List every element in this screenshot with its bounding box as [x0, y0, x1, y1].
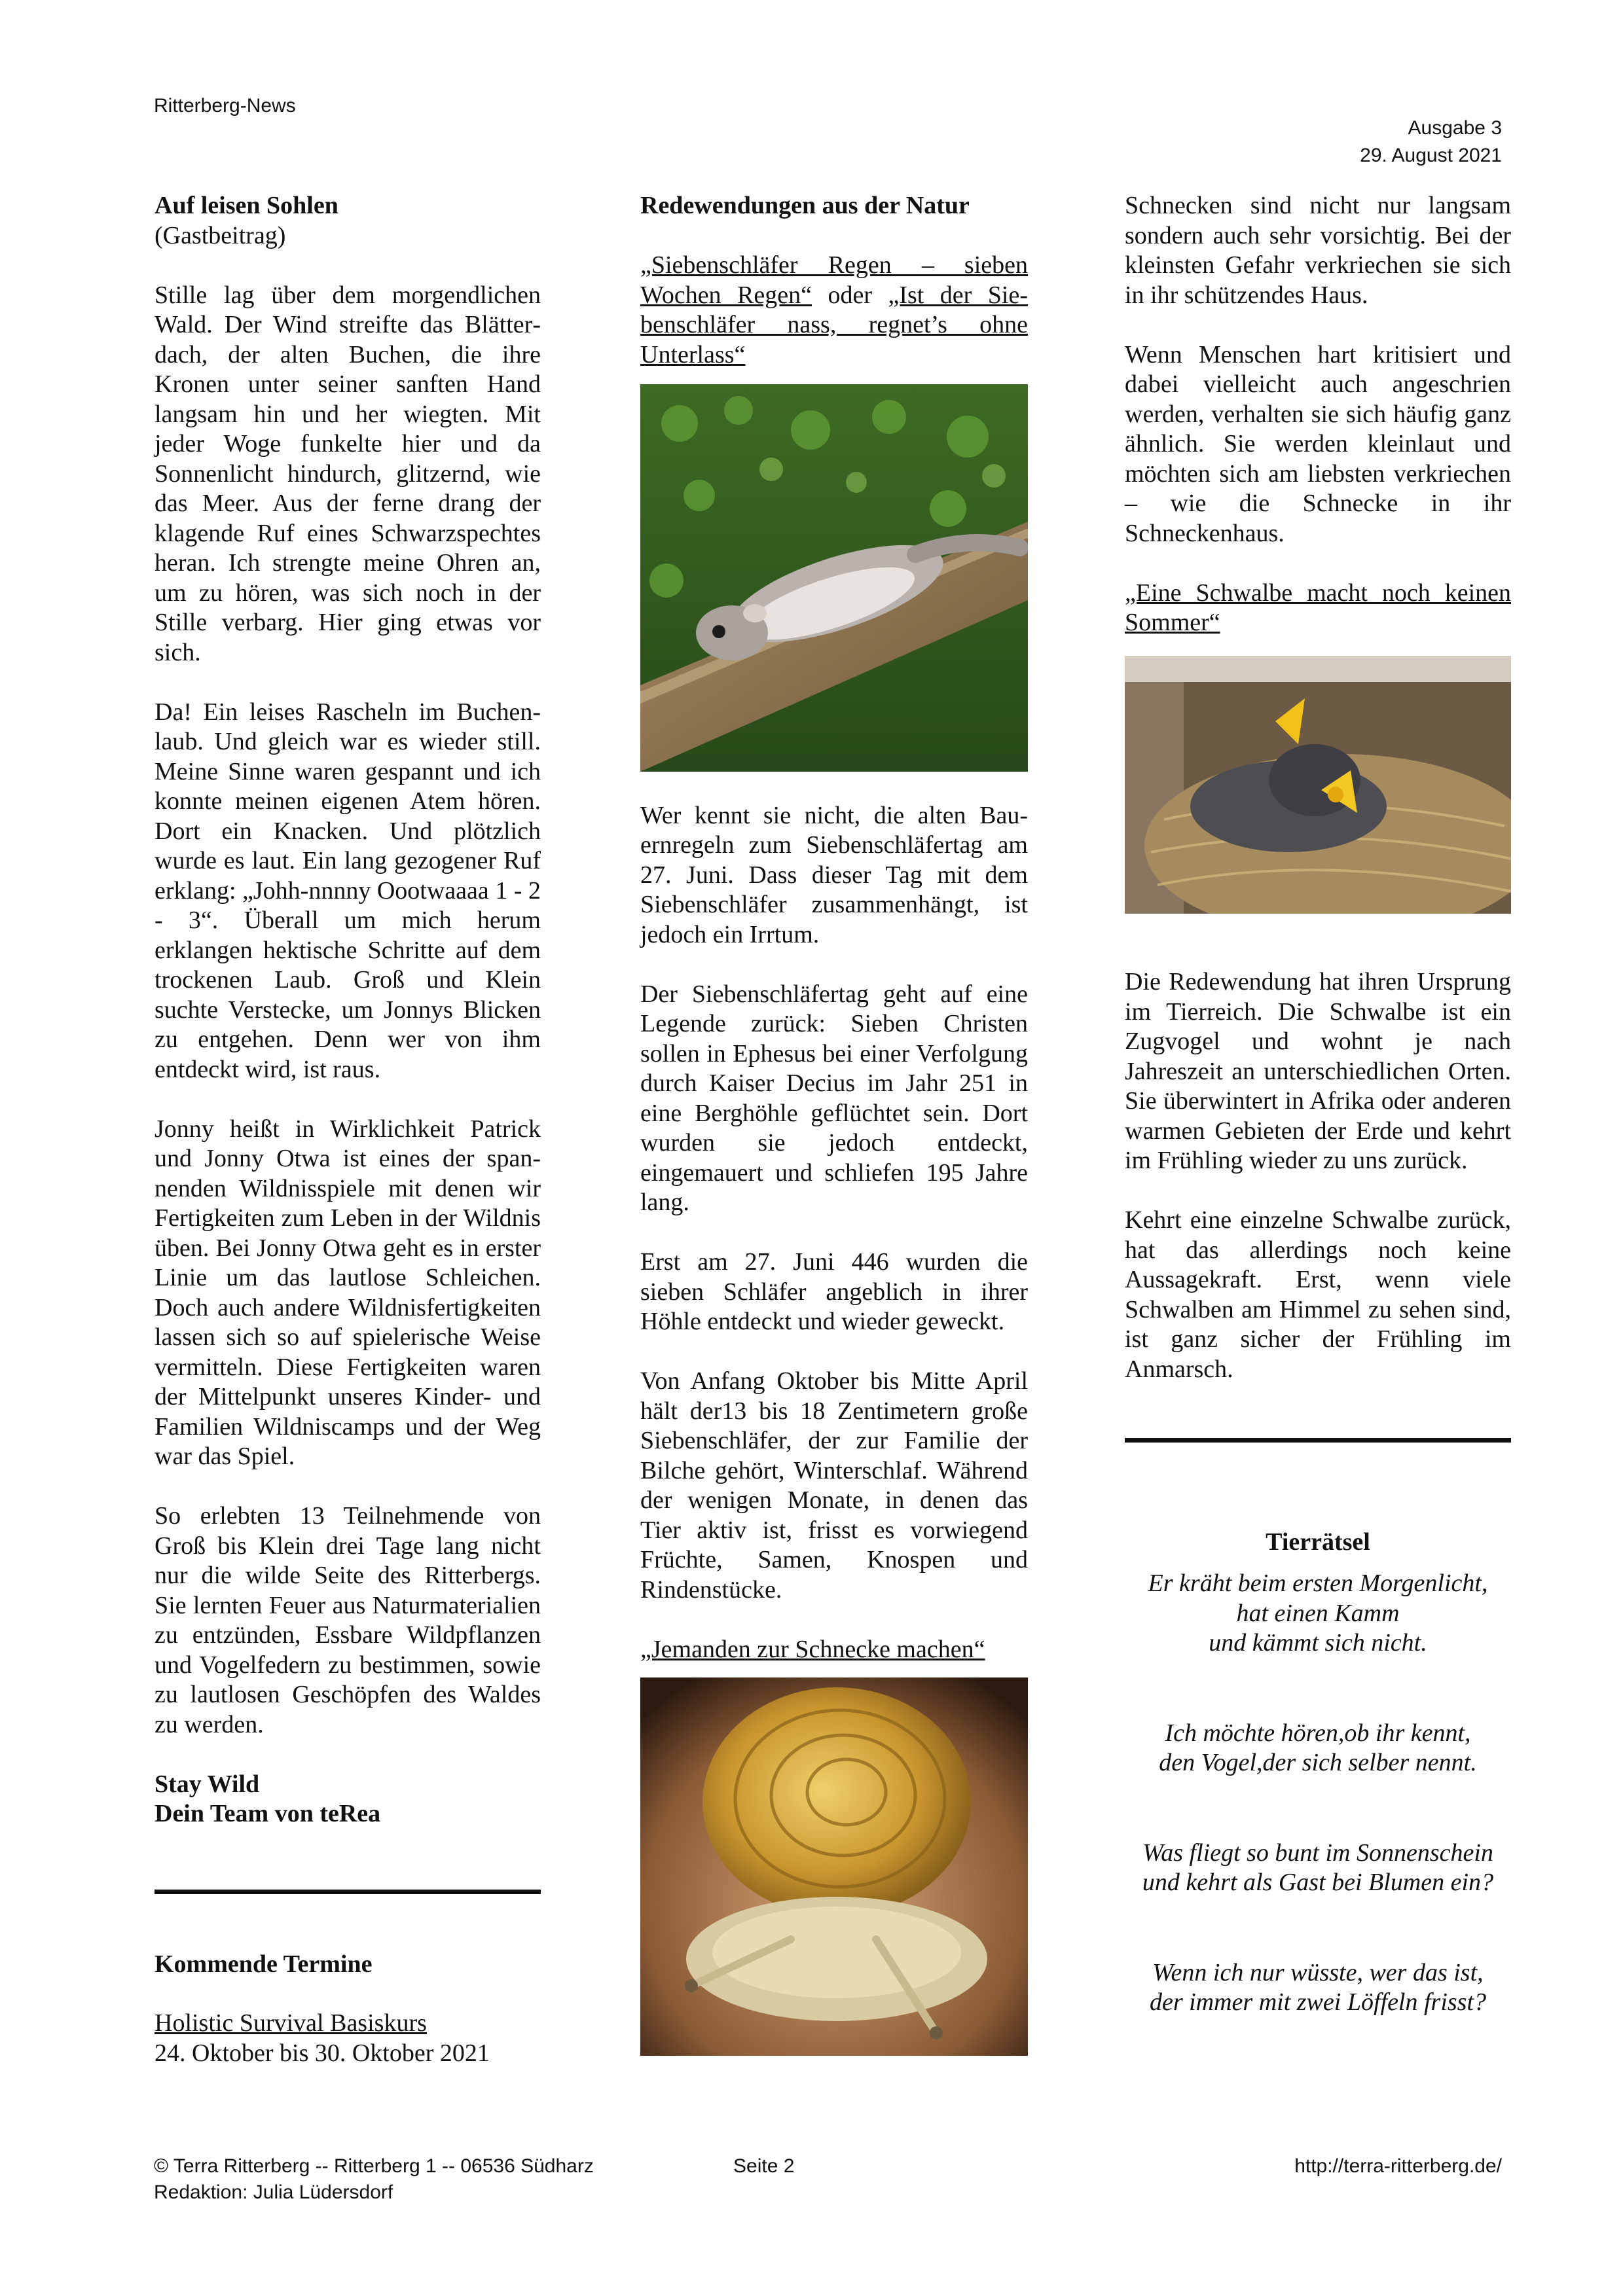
section-title: Redewendungen aus der Natur: [640, 192, 970, 219]
section-divider: [1125, 1438, 1511, 1443]
event-name-link[interactable]: Holistic Survival Basiskurs: [155, 2009, 427, 2037]
article-subtitle: (Gastbeitrag): [155, 221, 286, 249]
riddle-1: [1125, 1569, 1511, 1659]
saying-schwalbe: [1125, 579, 1511, 638]
saying-schnecke-text: „Jemanden zur Schnecke machen“: [640, 1635, 985, 1663]
saying-siebenschlaefer: [640, 251, 1028, 370]
article-paragraph: Die Redewendung hat ihren Ursprung im Tierreich. Die Schwalbe ist ein Zugvogel und wohnt je nach Jahreszeit an unterschiedlichen Orten. Sie überwintert in Afrika oder anderen warmen Gebieten der Erde und kehrt im Frühling wieder zu uns zurück.: [1125, 968, 1511, 1174]
issue-number: Ausgabe 3: [1408, 117, 1502, 139]
riddle-line: und kehrt als Gast bei Blumen ein?: [1142, 1869, 1494, 1896]
column-right: [1125, 191, 1511, 2018]
article-paragraph: Stille lag über dem morgendlichen Wald. Der Wind streifte das Blätterdach, der alten Buchen, die ihre Kronen unter seiner sanften Hand langsam hin und her wiegten. Mit jeder Woge funkelte hier und da Sonnenlicht hindurch, glitzernd, wie das Meer. Aus der ferne drang der klagende Ruf eines Schwarzspechtes heran. Ich strengte meine Ohren an, um zu hören, was sich noch in der Stille verbarg. Hier ging etwas vor sich.: [155, 281, 541, 666]
saying-schnecke: [640, 1635, 1028, 1665]
article-paragraph: Der Siebenschläfertag geht auf eine Legende zurück: Sieben Christen sollen in Ephesus bei einer Verfolgung durch Kaiser Decius im Jahr 251 in eine Berghöhle geflüchtet sein. Dort wurden sie jedoch entdeckt, eingemauert und schliefen 195 Jahre lang.: [640, 980, 1028, 1216]
footer-editor: Redaktion: Julia Lüdersdorf: [154, 2181, 393, 2203]
signoff-line: Stay Wild: [155, 1770, 260, 1798]
footer-imprint: [154, 2153, 594, 2206]
snail-photo: [640, 1677, 1028, 2056]
saying-connector: oder: [811, 281, 888, 309]
article-paragraph: Wenn Menschen hart kritisiert und dabei vielleicht auch angeschrien werden, verhalten sie sich häufig ganz ähnlich. Sie werden kleinlaut und möchten sich am liebsten verkriechen – wie die Schnecke in ihr Schneckenhaus.: [1125, 340, 1511, 547]
footer-url-link[interactable]: http://terra-ritterberg.de/: [1294, 2155, 1502, 2177]
riddle-line: Was fliegt so bunt im Sonnenschein: [1142, 1839, 1493, 1867]
footer-address: © Terra Ritterberg -- Ritterberg 1 -- 06536 Südharz: [154, 2155, 594, 2177]
riddle-line: hat einen Kamm: [1236, 1599, 1400, 1627]
article-paragraph: Erst am 27. Juni 446 wurden die sieben Schläfer angeblich in ihrer Höhle entdeckt und wieder geweckt.: [640, 1248, 1028, 1335]
page-number: Seite 2: [733, 2155, 795, 2177]
saying-part-a: „Siebenschläfer Regen – sieben Wochen Regen“: [640, 251, 1028, 309]
riddle-line: Wenn ich nur wüsste, wer das ist,: [1152, 1958, 1484, 1986]
riddle-2: [1125, 1719, 1511, 1778]
dormouse-photo: [640, 384, 1028, 772]
signoff-team: Dein Team von teRea: [155, 1800, 381, 1827]
article-paragraph: Da! Ein leises Rascheln im Buchenlaub. Und gleich war es wieder still. Meine Sinne waren gespannt und ich konnte meinen eigenen Atem hören. Dort ein Knacken. Und plötzlich wurde es laut. Ein lang gezogener Ruf erklang: „Johh-nnnny Oootwaaaa 1 - 2 - 3“. Überall um mich herum erklangen hektische Schritte auf dem trockenen Laub. Groß und Klein suchte Verstecke, um Jonnys Blicken zu entgehen. Denn wer von ihm entdeckt wird, ist raus.: [155, 698, 541, 1083]
article-paragraph: Schnecken sind nicht nur langsam sondern auch sehr vorsichtig. Bei der kleinsten Gefahr verkriechen sie sich in ihr schützendes Haus.: [1125, 192, 1511, 309]
riddle-line: und kämmt sich nicht.: [1209, 1629, 1427, 1657]
article-title: Auf leisen Sohlen: [155, 192, 338, 219]
riddle-line: den Vogel,der sich selber nennt.: [1159, 1749, 1477, 1776]
riddle-line: Er kräht beim ersten Morgenlicht,: [1148, 1570, 1488, 1597]
newsletter-name: Ritterberg-News: [154, 95, 296, 117]
issue-date: 29. August 2021: [1360, 145, 1502, 166]
riddle-line: der immer mit zwei Löffeln frisst?: [1149, 1988, 1487, 2016]
article-paragraph: Jonny heißt in Wirklichkeit Patrick und Jonny Otwa ist eines der spannenden Wildnisspiele mit denen wir Fertigkeiten zum Leben in der Wildnis üben. Bei Jonny Otwa geht es in erster Linie um das lautlose Schleichen. Doch auch andere Wildnisfertigkeiten lassen sich so auf spielerische Weise vermitteln. Diese Fertigkeiten waren der Mittelpunkt unseres Kinder- und Familien Wildniscamps und der Weg war das Spiel.: [155, 1115, 541, 1470]
article-paragraph: Kehrt eine einzelne Schwalbe zurück, hat das allerdings noch keine Aussagekraft. Erst, wenn viele Schwalben am Himmel zu sehen sind, ist ganz sicher der Frühling im Anmarsch.: [1125, 1206, 1511, 1383]
section-divider: [155, 1890, 541, 1894]
riddle-line: Ich möchte hören,ob ihr kennt,: [1165, 1719, 1471, 1747]
events-title: Kommende Termine: [155, 1950, 373, 1978]
article-paragraph: Von Anfang Oktober bis Mitte April hält der13 bis 18 Zentimetern große Siebenschläfer, der zur Familie der Bilche gehört, Winterschlaf. Während der wenigen Monate, in denen das Tier aktiv ist, frisst es vorwiegend Früchte, Samen, Knospen und Rindenstücke.: [640, 1367, 1028, 1604]
saying-schwalbe-text: „Eine Schwalbe macht noch keinen Sommer“: [1125, 579, 1511, 636]
saying-part-b: „Ist der Siebenschläfer nass, regnet’s ohne Unterlass“: [640, 281, 1028, 368]
event-date: 24. Oktober bis 30. Oktober 2021: [155, 2039, 490, 2067]
article-paragraph: So erlebten 13 Teilnehmende von Groß bis Klein drei Tage lang nicht nur die wilde Seite des Ritterbergs. Sie lernten Feuer aus Naturmaterialien zu entzünden, Essbare Wildpflanzen und Vogelfedern zu bestimmen, sowie zu lautlosen Geschöpfen des Waldes zu werden.: [155, 1502, 541, 1738]
column-middle: [640, 191, 1028, 2056]
article-paragraph: Wer kennt sie nicht, die alten Bauernregeln zum Siebenschläfertag am 27. Juni. Dass dieser Tag mit dem Siebenschläfer zusammenhängt, ist jedoch ein Irrtum.: [640, 801, 1028, 948]
issue-info: [1360, 115, 1502, 170]
riddle-4: [1125, 1958, 1511, 2018]
riddle-title: Tierrätsel: [1266, 1528, 1370, 1556]
swallow-nest-photo: [1125, 656, 1511, 914]
riddle-3: [1125, 1839, 1511, 1898]
column-left: [155, 191, 541, 2068]
